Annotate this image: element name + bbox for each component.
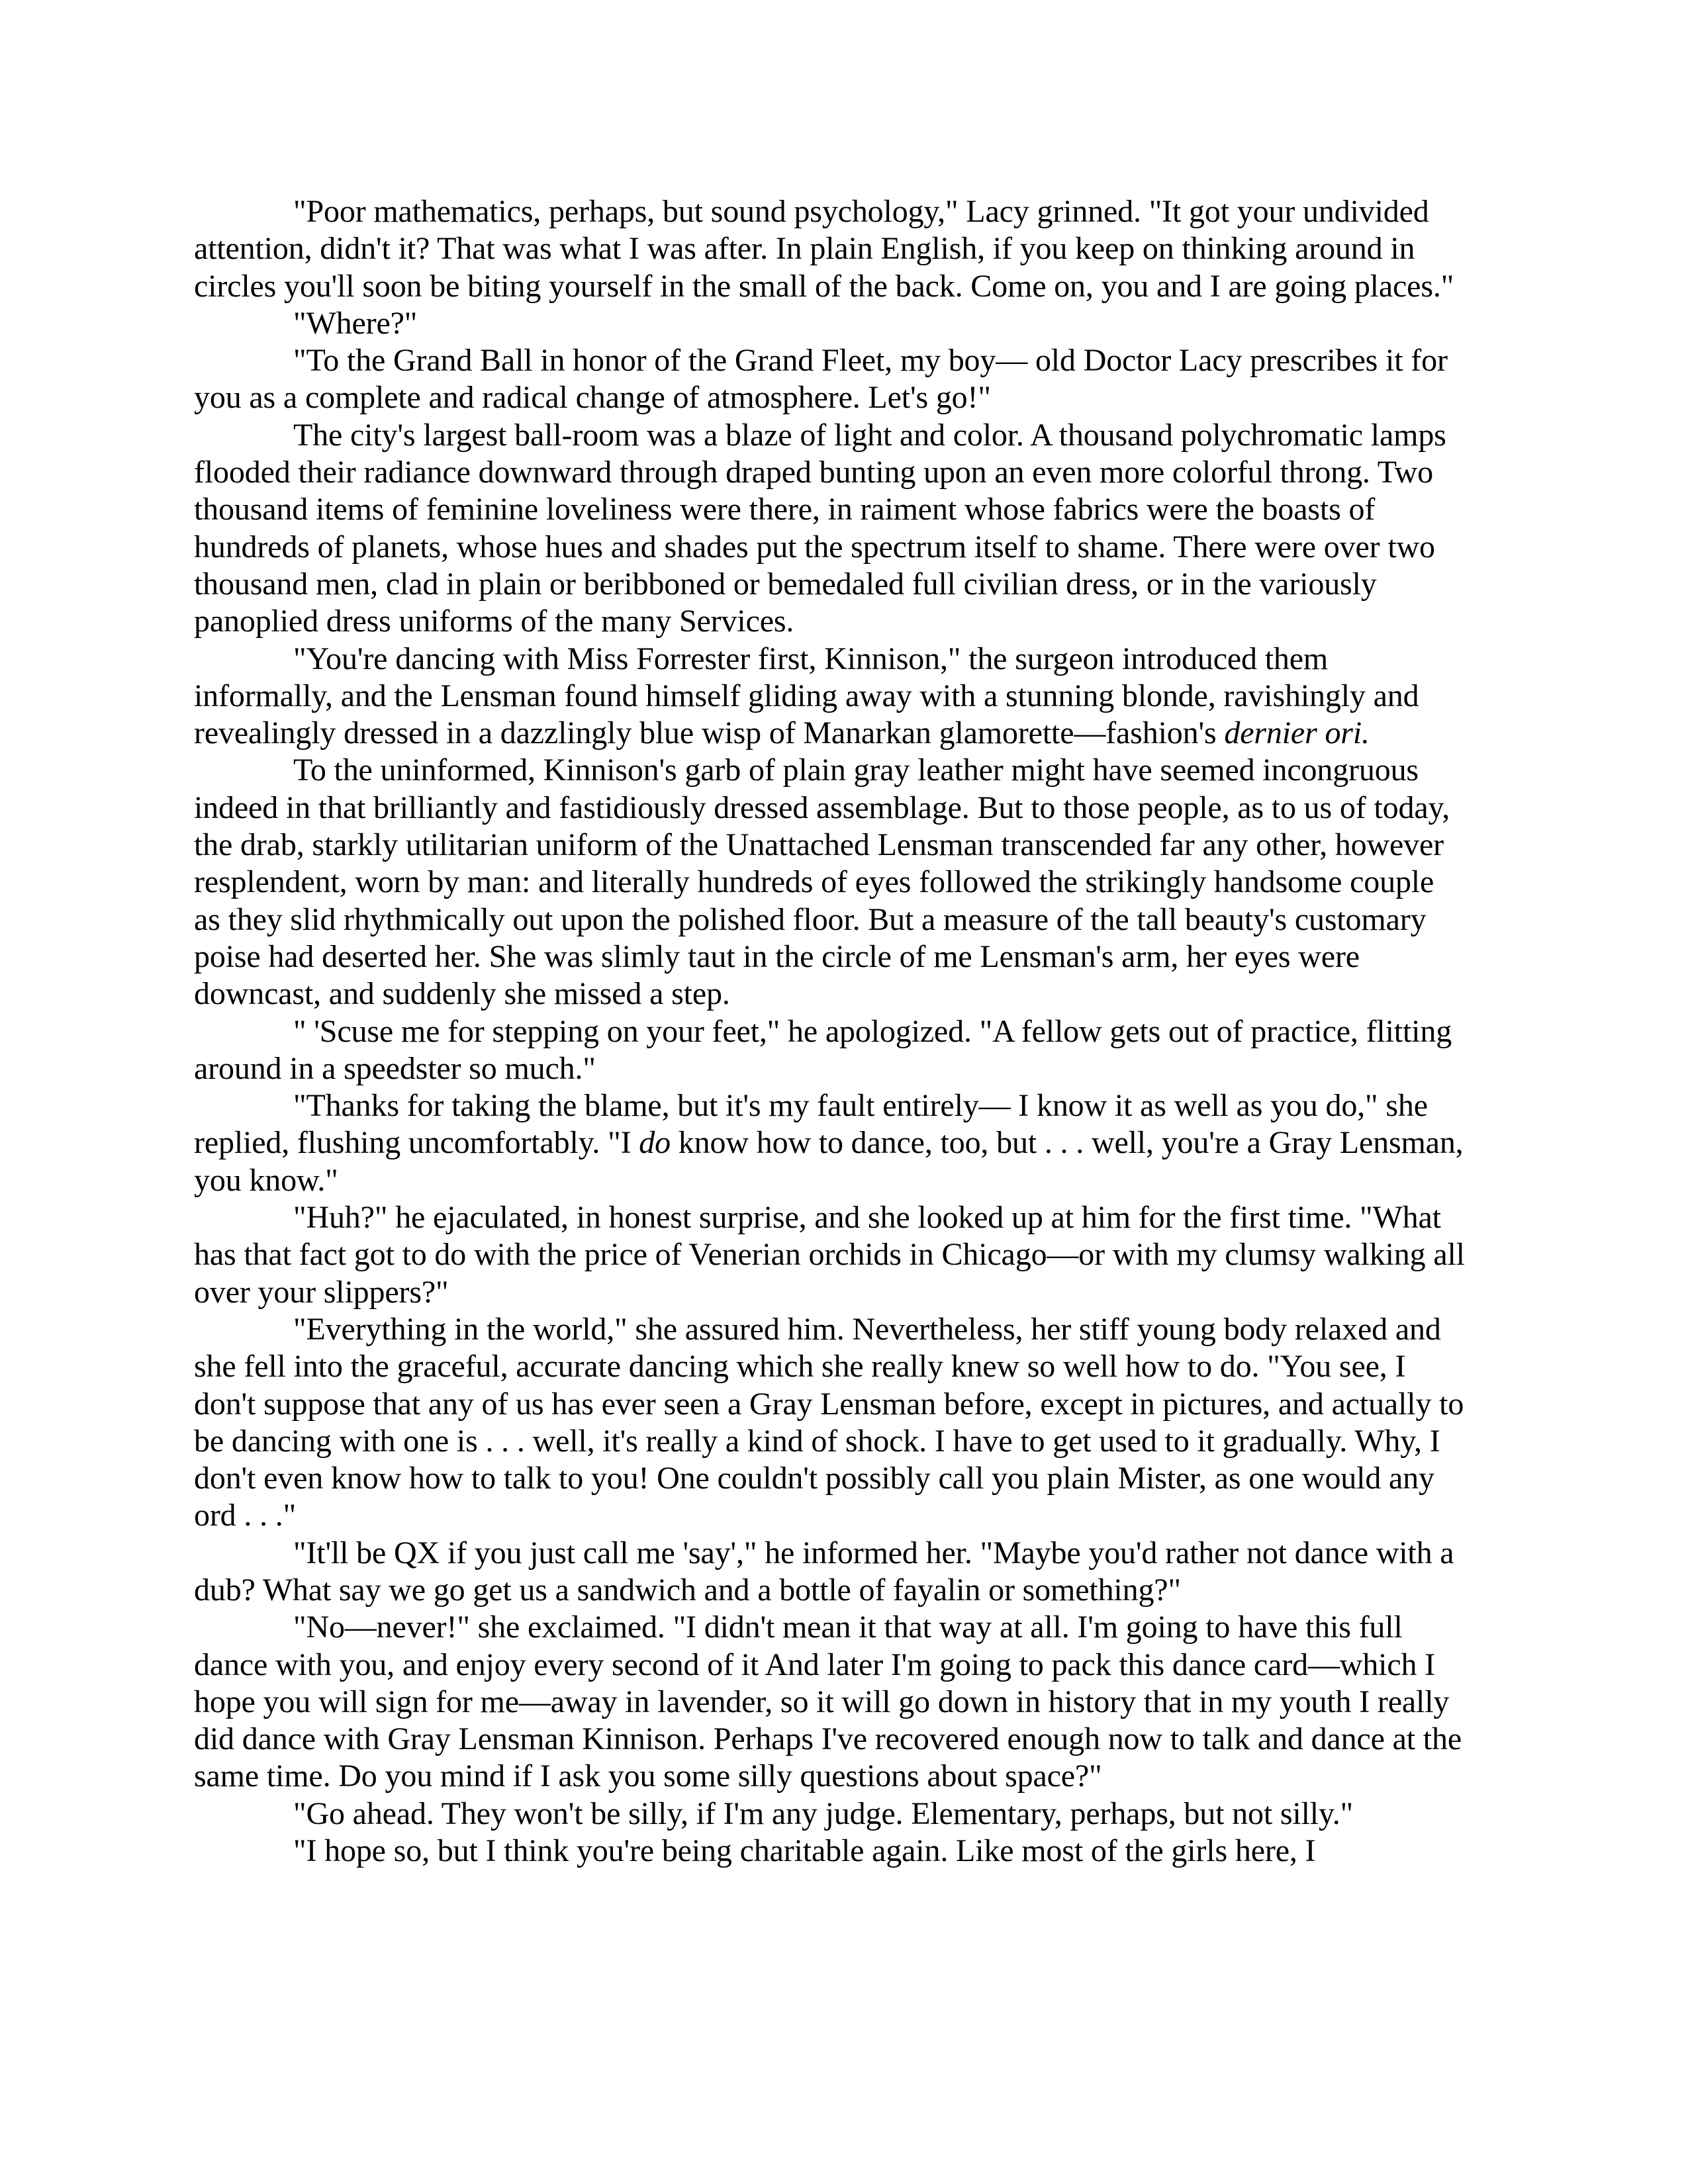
paragraph-text: " 'Scuse me for stepping on your feet," he apologized. "A fellow gets out of practice, flitting around in a speedster so much." (194, 1013, 1452, 1086)
paragraph-text: The city's largest ball-room was a blaze of light and color. A thousand polychromatic lamps flooded their radiance downward through draped bunting upon an even more colorful throng. Two thousand items of feminine loveliness were there, in raiment whose fabrics were the boasts of hundreds of planets, whose hues and shades put the spectrum itself to shame. There were over two thousand men, clad in plain or beribboned or bemedaled full civilian dress, or in the variously panoplied dress uniforms of the many Services. (194, 417, 1446, 639)
paragraph-text: "Thanks for taking the blame, but it's my fault entirely— I know it as well as you do," she replied, flushing uncomfortably. "I (194, 1088, 1428, 1161)
paragraph-text: "Poor mathematics, perhaps, but sound psychology," Lacy grinned. "It got your undivided attention, didn't it? That was what I was after. In plain English, if you keep on thinking around in circles you'll soon be biting yourself in the small of the back. Come on, you and I are going places." (194, 194, 1454, 304)
paragraph (194, 305, 1465, 342)
paragraph-text: To the uninformed, Kinnison's garb of plain gray leather might have seemed incongruous indeed in that brilliantly and fastidiously dressed assemblage. But to those people, as to us of today, the drab, starkly utilitarian uniform of the Unattached Lensman transcended far any other, however resplendent, worn by man: and literally hundreds of eyes followed the strikingly handsome couple as they slid rhythmically out upon the polished floor. But a measure of the tall beauty's customary poise had deserted her. She was slimly taut in the circle of me Lensman's arm, her eyes were downcast, and suddenly she missed a step. (194, 752, 1450, 1012)
paragraph-text: "I hope so, but I think you're being charitable again. Like most of the girls here, I (293, 1833, 1316, 1869)
paragraph-text: "No—never!" she exclaimed. "I didn't mean it that way at all. I'm going to have this full dance with you, and enjoy every second of it And later I'm going to pack this dance card—which I hope you will sign for me—away in lavender, so it will go down in history that in my youth I really did dance with Gray Lensman Kinnison. Perhaps I've recovered enough now to talk and dance at the same time. Do you mind if I ask you some silly questions about space?" (194, 1610, 1462, 1794)
paragraph (194, 193, 1465, 305)
paragraph (194, 752, 1465, 1013)
paragraph (194, 1609, 1465, 1795)
paragraph-text: "You're dancing with Miss Forrester first, Kinnison," the surgeon introduced them informally, and the Lensman found himself gliding away with a stunning blonde, ravishingly and revealingly dressed in a dazzlingly blue wisp of Manarkan glamorette—fashion's (194, 641, 1419, 751)
paragraph-text: "It'll be QX if you just call me 'say'," he informed her. "Maybe you'd rather not dance with a dub? What say we go get us a sandwich and a bottle of fayalin or something?" (194, 1535, 1454, 1608)
paragraph (194, 1796, 1465, 1833)
paragraph (194, 1833, 1465, 1870)
paragraph-text: "To the Grand Ball in honor of the Grand Fleet, my boy— old Doctor Lacy prescribes it for you as a complete and radical change of atmosphere. Let's go!" (194, 343, 1448, 416)
body-text (194, 193, 1465, 1870)
paragraph (194, 417, 1465, 641)
paragraph-text: "Where?" (293, 305, 418, 341)
paragraph (194, 1013, 1465, 1088)
paragraph-text: "Go ahead. They won't be silly, if I'm any judge. Elementary, perhaps, but not silly." (293, 1796, 1354, 1831)
paragraph-text: know how to dance, too, but . . . well, you're a Gray Lensman, you know." (194, 1125, 1464, 1198)
italic-text: dernier ori. (1224, 715, 1370, 751)
paragraph-text: "Huh?" he ejaculated, in honest surprise, and she looked up at him for the first time. "What has that fact got to do with the price of Venerian orchids in Chicago—or with my clumsy walking all over your slippers?" (194, 1200, 1465, 1310)
italic-text: do (639, 1125, 671, 1161)
paragraph (194, 1087, 1465, 1199)
paragraph-text: "Everything in the world," she assured him. Nevertheless, her stiff young body relaxed and she fell into the graceful, accurate dancing which she really knew so well how to do. "You see, I don't suppose that any of us has ever seen a Gray Lensman before, except in pictures, and actually to be dancing with one is . . . well, it's really a kind of shock. I have to get used to it gradually. Why, I don't even know how to talk to you! One couldn't possibly call you plain Mister, as one would any ord . . ." (194, 1311, 1464, 1533)
paragraph (194, 1311, 1465, 1535)
paragraph (194, 1199, 1465, 1311)
paragraph (194, 342, 1465, 417)
paragraph (194, 1535, 1465, 1610)
paragraph (194, 641, 1465, 752)
